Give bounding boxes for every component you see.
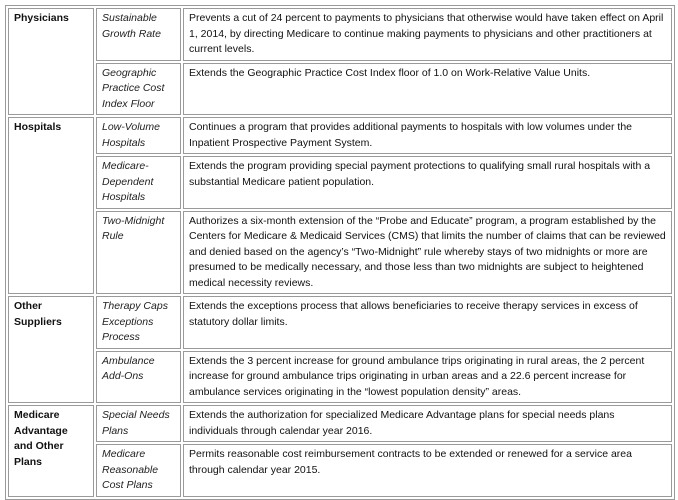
program-cell: Medicare-Dependent Hospitals [96,156,181,209]
description-cell: Extends the exceptions process that allows beneficiaries to receive therapy services in excess of statutory dollar limits. [183,296,672,349]
table-row [8,117,672,154]
table-row [8,444,672,497]
program-cell: Two-Midnight Rule [96,211,181,295]
description-cell: Permits reasonable cost reimbursement contracts to be extended or renewed for a service area through calendar year 2015. [183,444,672,497]
table-row [8,63,672,116]
description-cell: Extends the authorization for specialized Medicare Advantage plans for special needs plans individuals through calendar year 2016. [183,405,672,442]
description-cell: Extends the 3 percent increase for ground ambulance trips originating in rural areas, the 2 percent increase for ground ambulance trips originating in urban areas and a 22.6 percent increase for ambulance services originating in the “lowest population density” areas. [183,351,672,404]
table-row [8,296,672,349]
description-cell: Prevents a cut of 24 percent to payments to physicians that otherwise would have taken effect on April 1, 2014, by directing Medicare to continue making payments to physicians and other practitioners at current levels. [183,8,672,61]
policy-table-frame [5,5,675,500]
category-cell: Other Suppliers [8,296,94,403]
description-cell: Extends the Geographic Practice Cost Index floor of 1.0 on Work-Relative Value Units. [183,63,672,116]
table-row [8,405,672,442]
category-cell: Physicians [8,8,94,115]
category-cell: Hospitals [8,117,94,294]
program-cell: Therapy Caps Exceptions Process [96,296,181,349]
program-cell: Geographic Practice Cost Index Floor [96,63,181,116]
program-cell: Medicare Reasonable Cost Plans [96,444,181,497]
table-row [8,156,672,209]
program-cell: Sustainable Growth Rate [96,8,181,61]
category-cell: Medicare Advantage and Other Plans [8,405,94,497]
table-row [8,211,672,295]
program-cell: Special Needs Plans [96,405,181,442]
table-row [8,351,672,404]
description-cell: Extends the program providing special payment protections to qualifying small rural hospitals with a substantial Medicare patient population. [183,156,672,209]
medicare-provisions-table [6,6,674,499]
description-cell: Continues a program that provides additional payments to hospitals with low volumes under the Inpatient Prospective Payment System. [183,117,672,154]
program-cell: Low-Volume Hospitals [96,117,181,154]
table-row [8,8,672,61]
description-cell: Authorizes a six-month extension of the “Probe and Educate” program, a program established by the Centers for Medicare & Medicaid Services (CMS) that limits the number of claims that can be reviewed and denied based on the agency’s “Two-Midnight” rule whereby stays of two midnights or more are presumed to be medically necessary, and those less than two midnights are subject to heightened medical necessity reviews. [183,211,672,295]
program-cell: Ambulance Add-Ons [96,351,181,404]
